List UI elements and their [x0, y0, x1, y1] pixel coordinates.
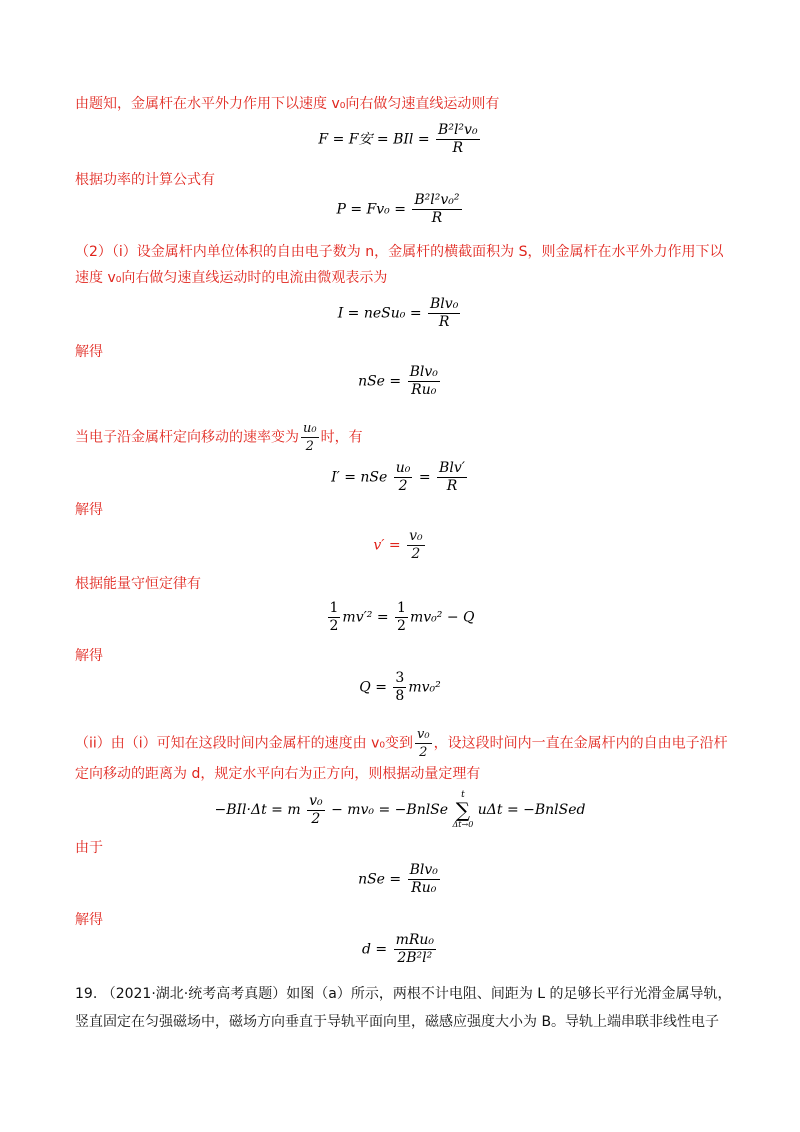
equation-force [0, 122, 800, 157]
solution-text-9c: 定向移动的距离为 d，规定水平向右为正方向，则根据动量定理有 [75, 766, 481, 782]
solution-text-7: 根据能量守恒定律有 [75, 576, 201, 592]
equation-power: P = Fv₀ = $\frac{\text{B²l²v₀²}}{R}$ [336, 192, 460, 226]
eq-fraction: $\frac{\text{B²l²v₀}}{R}$ [438, 122, 478, 156]
equation-current: I = neSu₀ = $\frac{\text{Blv₀}}{R}$ [337, 296, 459, 330]
solution-text-11: 解得 [75, 912, 103, 928]
solution-text-6: 解得 [75, 502, 103, 518]
solution-text-2: 根据功率的计算公式有 [75, 172, 215, 188]
equation-nse: nSe = $\frac{\text{Blv₀}}{\text{Ru₀}}$ [358, 364, 438, 398]
solution-text-9a: （ii）由（i）可知在这段时间内金属杆的速度由 v₀变到 $\frac{\text{v₀}}{2}$ ，设这段时间内一直在金属杆内的自由电子沿杆 [75, 727, 728, 760]
equation-momentum: −BIl·Δt = m $\frac{\text{v₀}}{2}$ − mv₀ = −BnlSe t ∑ Δt→0 uΔt = −BnlSed [214, 790, 586, 829]
question-19-line-1: 19. （2021·湖北·统考高考真题）如图（a）所示，两根不计电阻、间距为 L 的足够长平行光滑金属导轨， [75, 986, 732, 1002]
solution-text-5: 当电子沿金属杆定向移动的速率变为 $\frac{\text{u₀}}{2}$ 时，有 [75, 421, 363, 454]
solution-text-3b: 速度 v₀向右做匀速直线运动时的电流由微观表示为 [75, 270, 388, 286]
solution-text-1: 由题知，金属杆在水平外力作用下以速度 v₀向右做匀速直线运动则有 [75, 96, 500, 112]
inline-fraction: $\frac{\text{u₀}}{2}$ [303, 421, 317, 454]
solution-text-3a: （2）（i）设金属杆内单位体积的自由电子数为 n，金属杆的横截面积为 S，则金属杆在水平外力作用下以 [75, 244, 724, 260]
question-19-line-2: 竖直固定在匀强磁场中，磁场方向垂直于导轨平面向里，磁感应强度大小为 B。导轨上端串联非线性电子 [75, 1014, 720, 1030]
equation-velocity-prime: v′ = $\frac{\text{v₀}}{2}$ [373, 528, 423, 562]
equation-energy: $\frac{1}{2}$ mv′² = $\frac{1}{2}$ mv₀² − Q [329, 600, 475, 634]
equation-current-prime: I′ = nSe $\frac{\text{u₀}}{2}$ = $\frac{\text{Blv′}}{R}$ [331, 460, 465, 494]
inline-fraction: $\frac{\text{v₀}}{2}$ [417, 727, 430, 760]
summation-symbol: t ∑ Δt→0 [452, 790, 474, 829]
equation-heat: Q = $\frac{3}{8}$ mv₀² [359, 670, 441, 704]
equation-distance: d = $\frac{\text{mRu₀}}{\text{2B²l²}}$ [361, 932, 435, 966]
solution-text-10: 由于 [75, 840, 103, 856]
equation-nse-2: nSe = $\frac{\text{Blv₀}}{\text{Ru₀}}$ [358, 862, 438, 896]
eq-lhs: F = F安 = BIl = [318, 131, 430, 148]
solution-text-4: 解得 [75, 344, 103, 360]
solution-text-8: 解得 [75, 648, 103, 664]
